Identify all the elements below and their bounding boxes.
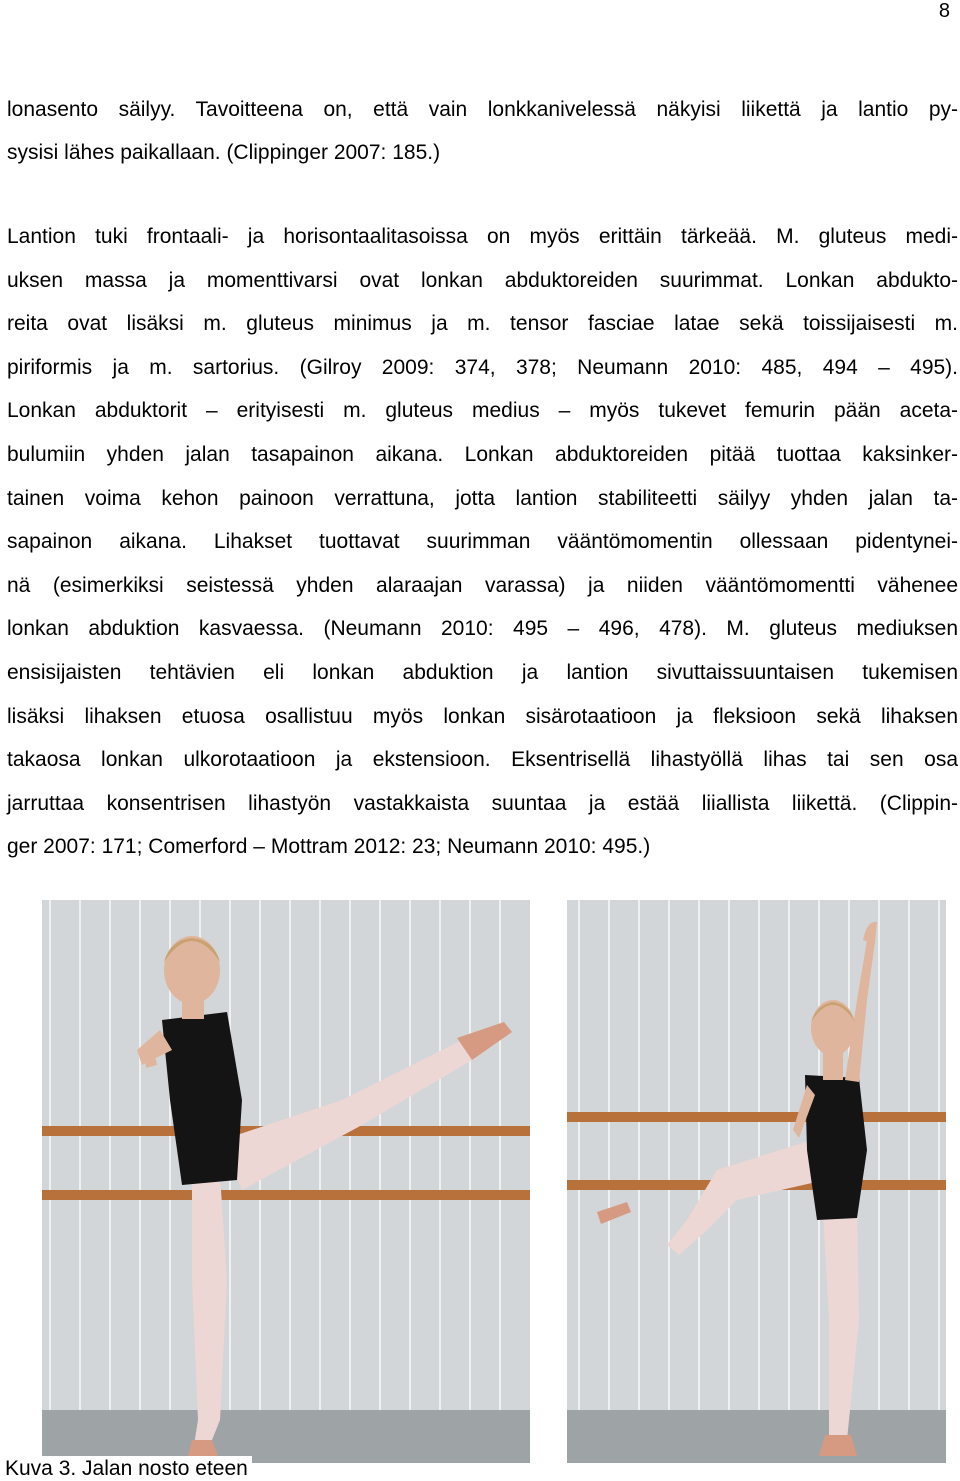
barre-lower: [42, 1190, 530, 1200]
text-line: lonkan abduktion kasvaessa. (Neumann 2010: 495 – 496, 478). M. gluteus mediuksen: [7, 617, 958, 641]
skin-shape: [164, 936, 220, 1004]
floor-shape: [567, 1410, 946, 1463]
paragraph-2: [7, 215, 958, 869]
text-line: ensisijaisten tehtävien eli lonkan abduktion ja lantion sivuttaissuuntaisen tukemisen: [7, 660, 958, 684]
photo-dancer-arm-up: [567, 900, 946, 1463]
text-line: ger 2007: 171; Comerford – Mottram 2012: 23; Neumann 2010: 495.): [7, 835, 651, 859]
text-line: piriformis ja m. sartorius. (Gilroy 2009: 374, 378; Neumann 2010: 485, 494 – 495).: [7, 355, 958, 379]
text-line: uksen massa ja momenttivarsi ovat lonkan abduktoreiden suurimmat. Lonkan abdukto-: [7, 268, 958, 292]
text-line: reita ovat lisäksi m. gluteus minimus ja m. tensor fasciae latae sekä toissijaisesti m.: [7, 312, 958, 336]
paragraph-1: [7, 88, 958, 174]
figure-caption: Kuva 3. Jalan nosto eteen: [2, 1456, 252, 1481]
text-line: bulumiin yhden jalan tasapainon aikana. Lonkan abduktoreiden pitää tuottaa kaksinker-: [7, 442, 958, 466]
text-line: Lantion tuki frontaali- ja horisontaalitasoissa on myös erittäin tärkeää. M. gluteus medi-: [7, 225, 958, 248]
text-line: sapainon aikana. Lihakset tuottavat suurimman vääntömomentin ollessaan pidentynei-: [7, 530, 958, 554]
skin-shape: [811, 1000, 855, 1056]
text-line: takaosa lonkan ulkorotaatioon ja ekstensioon. Eksentrisellä lihastyöllä lihas tai sen osa: [7, 748, 958, 772]
text-line: tainen voima kehon painoon verrattuna, jotta lantion stabiliteetti säilyy yhden jalan ta-: [7, 486, 958, 510]
text-line: Lonkan abduktorit – erityisesti m. gluteus medius – myös tukevet femurin pään aceta-: [7, 399, 958, 423]
text-line: jarruttaa konsentrisen lihastyön vastakkaista suuntaa ja estää liiallista liikettä. (Clippin-: [7, 791, 958, 815]
page-number: 8: [938, 0, 950, 22]
text-line: sysisi lähes paikallaan. (Clippinger 2007: 185.): [7, 141, 441, 164]
wall-shape: [42, 900, 530, 1463]
shoe-shape: [819, 1435, 857, 1456]
text-line: lonasento säilyy. Tavoitteena on, että vain lonkkanivelessä näkyisi liikettä ja lantio py-: [7, 98, 958, 121]
text-line: lisäksi lihaksen etuosa osallistuu myös lonkan sisärotaatioon ja fleksioon sekä lihaksen: [7, 704, 958, 728]
barre-upper: [567, 1112, 946, 1122]
text-line: nä (esimerkiksi seistessä yhden alaraajan varassa) ja niiden vääntömomentti vähenee: [7, 573, 958, 597]
photo-dancer-leg-forward: [42, 900, 530, 1463]
